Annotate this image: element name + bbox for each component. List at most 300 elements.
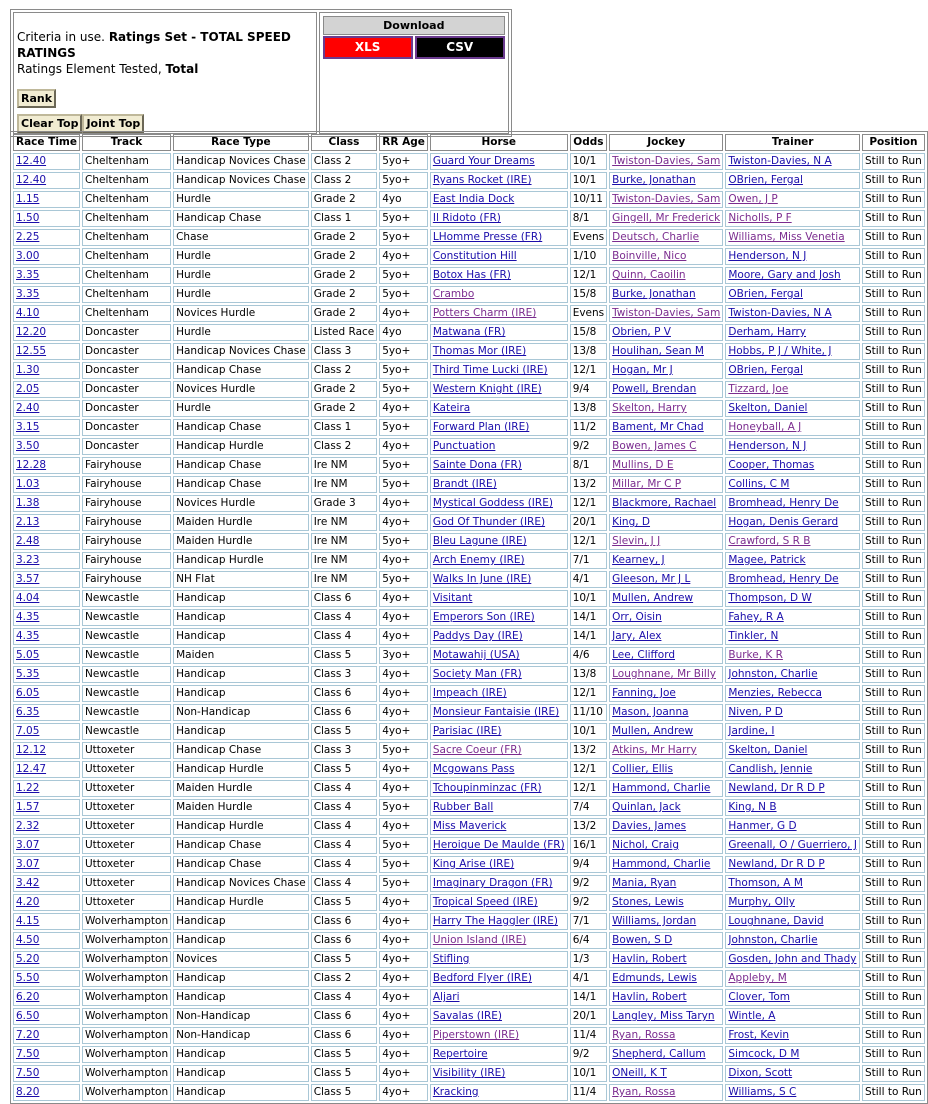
table-cell — [725, 210, 860, 227]
race-time-link[interactable]: 12.12 — [16, 744, 47, 756]
horse-link[interactable]: Il Ridoto (FR) — [432, 212, 501, 224]
table-cell: Class 5 — [311, 1065, 378, 1082]
race-time-link[interactable]: 6.20 — [16, 991, 40, 1003]
xls-download-button[interactable]: XLS — [323, 36, 413, 59]
race-time-link[interactable]: 2.25 — [16, 231, 40, 243]
table-cell: 20/1 — [570, 514, 607, 531]
jockey-link[interactable]: Langley, Miss Taryn — [612, 1010, 715, 1022]
horse-link[interactable]: Miss Maverick — [432, 820, 507, 832]
table-cell: 5yo+ — [379, 153, 428, 170]
table-cell — [725, 153, 860, 170]
race-time-link[interactable]: 3.23 — [16, 554, 40, 566]
table-cell — [725, 457, 860, 474]
trainer-link[interactable]: Appleby, M — [728, 972, 787, 984]
race-time-link[interactable]: 6.35 — [16, 706, 40, 718]
table-row — [13, 647, 925, 664]
table-cell — [725, 400, 860, 417]
jockey-link[interactable]: Slevin, J J — [612, 535, 661, 547]
trainer-link[interactable]: Thompson, D W — [728, 592, 812, 604]
jockey-link[interactable]: Mullen, Andrew — [612, 725, 694, 737]
race-time-link[interactable]: 12.20 — [16, 326, 47, 338]
table-cell: 4yo+ — [379, 894, 428, 911]
table-cell: Wolverhampton — [82, 1084, 171, 1101]
table-cell: Still to Run — [862, 704, 925, 721]
race-time-link[interactable]: 4.35 — [16, 630, 40, 642]
horse-link[interactable]: Matwana (FR) — [432, 326, 506, 338]
jockey-link[interactable]: Havlin, Robert — [612, 991, 687, 1003]
table-cell — [430, 495, 568, 512]
table-cell: 4yo+ — [379, 514, 428, 531]
jockey-link[interactable]: Boinville, Nico — [612, 250, 687, 262]
trainer-link[interactable]: Newland, Dr R D P — [728, 782, 825, 794]
horse-link[interactable]: Heroique De Maulde (FR) — [432, 839, 565, 851]
jockey-link[interactable]: Orr, Oisin — [612, 611, 662, 623]
horse-link[interactable]: Imaginary Dragon (FR) — [432, 877, 553, 889]
table-cell: Still to Run — [862, 913, 925, 930]
trainer-link[interactable]: Wintle, A — [728, 1010, 776, 1022]
jockey-link[interactable]: ONeill, K T — [612, 1067, 667, 1079]
table-cell — [430, 1084, 568, 1101]
race-time-link[interactable]: 1.03 — [16, 478, 40, 490]
race-time-link[interactable]: 8.20 — [16, 1086, 40, 1098]
jockey-link[interactable]: Twiston-Davies, Sam — [612, 193, 721, 205]
trainer-link[interactable]: Dixon, Scott — [728, 1067, 793, 1079]
trainer-link[interactable]: Clover, Tom — [728, 991, 790, 1003]
jockey-link[interactable]: Mania, Ryan — [612, 877, 677, 889]
table-cell — [725, 1027, 860, 1044]
table-cell — [430, 267, 568, 284]
table-cell: Still to Run — [862, 343, 925, 360]
table-cell: Uttoxeter — [82, 742, 171, 759]
race-time-link[interactable]: 2.05 — [16, 383, 40, 395]
column-header: Horse — [430, 134, 568, 151]
race-time-link[interactable]: 2.32 — [16, 820, 40, 832]
table-cell — [430, 229, 568, 246]
race-time-link[interactable]: 12.28 — [16, 459, 47, 471]
race-time-link[interactable]: 5.35 — [16, 668, 40, 680]
trainer-link[interactable]: Williams, Miss Venetia — [728, 231, 845, 243]
race-time-link[interactable]: 1.38 — [16, 497, 40, 509]
jockey-link[interactable]: Stones, Lewis — [612, 896, 684, 908]
column-header: Class — [311, 134, 378, 151]
table-cell — [430, 628, 568, 645]
horse-link[interactable]: Paddys Day (IRE) — [432, 630, 523, 642]
table-cell: 4/1 — [570, 571, 607, 588]
horse-link[interactable]: Parisiac (IRE) — [432, 725, 502, 737]
table-cell: Doncaster — [82, 324, 171, 341]
rank-button[interactable]: Rank — [17, 89, 56, 108]
horse-link[interactable]: Aljari — [432, 991, 460, 1003]
race-time-link[interactable]: 7.05 — [16, 725, 40, 737]
table-cell — [13, 723, 80, 740]
trainer-link[interactable]: Greenall, O / Guerriero, J — [728, 839, 857, 851]
horse-link[interactable]: Ryans Rocket (IRE) — [432, 174, 532, 186]
table-cell: 4yo+ — [379, 628, 428, 645]
race-time-link[interactable]: 12.55 — [16, 345, 47, 357]
jockey-link[interactable]: Millar, Mr C P — [612, 478, 682, 490]
horse-link[interactable]: Arch Enemy (IRE) — [432, 554, 525, 566]
table-cell: Still to Run — [862, 837, 925, 854]
race-time-link[interactable]: 4.10 — [16, 307, 40, 319]
jockey-link[interactable]: Jary, Alex — [612, 630, 662, 642]
horse-link[interactable]: Monsieur Fantaisie (IRE) — [432, 706, 560, 718]
trainer-link[interactable]: Tinkler, N — [728, 630, 779, 642]
jockey-link[interactable]: Williams, Jordan — [612, 915, 697, 927]
trainer-link[interactable]: Henderson, N J — [728, 440, 807, 452]
table-cell: Class 5 — [311, 761, 378, 778]
jockey-link[interactable]: King, D — [612, 516, 651, 528]
trainer-link[interactable]: Derham, Harry — [728, 326, 807, 338]
table-cell — [430, 191, 568, 208]
table-cell — [609, 552, 723, 569]
horse-link[interactable]: East India Dock — [432, 193, 515, 205]
table-cell: Handicap Hurdle — [173, 761, 309, 778]
horse-link[interactable]: Bleu Lagune (IRE) — [432, 535, 527, 547]
table-row — [13, 419, 925, 436]
horse-link[interactable]: Union Island (IRE) — [432, 934, 527, 946]
table-cell: 4yo+ — [379, 248, 428, 265]
trainer-link[interactable]: Magee, Patrick — [728, 554, 806, 566]
table-cell — [609, 419, 723, 436]
trainer-link[interactable]: Gosden, John and Thady — [728, 953, 857, 965]
trainer-link[interactable]: OBrien, Fergal — [728, 174, 803, 186]
table-row — [13, 837, 925, 854]
trainer-link[interactable]: King, N B — [728, 801, 777, 813]
race-time-link[interactable]: 3.35 — [16, 288, 40, 300]
race-time-link[interactable]: 2.48 — [16, 535, 40, 547]
race-time-link[interactable]: 4.35 — [16, 611, 40, 623]
jockey-link[interactable]: Powell, Brendan — [612, 383, 697, 395]
trainer-link[interactable]: Moore, Gary and Josh — [728, 269, 841, 281]
trainer-link[interactable]: Bromhead, Henry De — [728, 497, 839, 509]
table-cell: 5yo+ — [379, 362, 428, 379]
jockey-link[interactable]: Kearney, J — [612, 554, 665, 566]
race-time-link[interactable]: 3.57 — [16, 573, 40, 585]
table-cell: NH Flat — [173, 571, 309, 588]
race-time-link[interactable]: 2.13 — [16, 516, 40, 528]
race-time-link[interactable]: 12.47 — [16, 763, 47, 775]
jockey-link[interactable]: Bowen, James C — [612, 440, 697, 452]
trainer-link[interactable]: Twiston-Davies, N A — [728, 155, 832, 167]
horse-link[interactable]: Mcgowans Pass — [432, 763, 515, 775]
race-time-link[interactable]: 4.04 — [16, 592, 40, 604]
jockey-link[interactable]: Lee, Clifford — [612, 649, 676, 661]
table-cell: Ire NM — [311, 571, 378, 588]
jockey-link[interactable]: Havlin, Robert — [612, 953, 687, 965]
jockey-link[interactable]: Bowen, S D — [612, 934, 673, 946]
table-cell — [725, 514, 860, 531]
race-time-link[interactable]: 3.42 — [16, 877, 40, 889]
jockey-link[interactable]: Nichol, Craig — [612, 839, 680, 851]
table-cell — [430, 970, 568, 987]
race-time-link[interactable]: 6.05 — [16, 687, 40, 699]
jockey-link[interactable]: Skelton, Harry — [612, 402, 687, 414]
table-cell: 4yo+ — [379, 932, 428, 949]
jockey-link[interactable]: Gingell, Mr Frederick — [612, 212, 721, 224]
table-cell: 5yo+ — [379, 837, 428, 854]
jockey-link[interactable]: Hammond, Charlie — [612, 782, 711, 794]
jockey-link[interactable]: Gleeson, Mr J L — [612, 573, 691, 585]
trainer-link[interactable]: Henderson, N J — [728, 250, 807, 262]
table-cell: 1/3 — [570, 951, 607, 968]
race-time-link[interactable]: 3.15 — [16, 421, 40, 433]
jockey-link[interactable]: Burke, Jonathan — [612, 174, 696, 186]
trainer-link[interactable]: Honeyball, A J — [728, 421, 802, 433]
joint-top-button[interactable]: Joint Top — [82, 114, 144, 133]
table-row — [13, 666, 925, 683]
horse-link[interactable]: Forward Plan (IRE) — [432, 421, 530, 433]
table-cell — [725, 913, 860, 930]
table-cell — [430, 514, 568, 531]
table-cell — [430, 153, 568, 170]
jockey-link[interactable]: Quinn, Caoilin — [612, 269, 686, 281]
table-cell: 4yo+ — [379, 723, 428, 740]
jockey-link[interactable]: Atkins, Mr Harry — [612, 744, 697, 756]
table-cell — [609, 286, 723, 303]
jockey-link[interactable]: Bament, Mr Chad — [612, 421, 704, 433]
race-time-link[interactable]: 1.57 — [16, 801, 40, 813]
race-time-link[interactable]: 3.50 — [16, 440, 40, 452]
jockey-link[interactable]: Shepherd, Callum — [612, 1048, 706, 1060]
trainer-link[interactable]: Owen, J P — [728, 193, 778, 205]
horse-link[interactable]: Tropical Speed (IRE) — [432, 896, 538, 908]
horse-link[interactable]: Crambo — [432, 288, 475, 300]
jockey-link[interactable]: Edmunds, Lewis — [612, 972, 697, 984]
horse-link[interactable]: Society Man (FR) — [432, 668, 522, 680]
jockey-link[interactable]: Loughnane, Mr Billy — [612, 668, 716, 680]
table-cell: 12/1 — [570, 267, 607, 284]
horse-link[interactable]: Rubber Ball — [432, 801, 494, 813]
table-cell: Ire NM — [311, 476, 378, 493]
table-cell: Newcastle — [82, 628, 171, 645]
jockey-link[interactable]: Quinlan, Jack — [612, 801, 681, 813]
table-cell: Still to Run — [862, 742, 925, 759]
horse-link[interactable]: Harry The Haggler (IRE) — [432, 915, 558, 927]
table-cell — [13, 1008, 80, 1025]
table-cell: Still to Run — [862, 647, 925, 664]
table-cell — [13, 343, 80, 360]
table-cell — [13, 495, 80, 512]
trainer-link[interactable]: Jardine, I — [728, 725, 775, 737]
trainer-link[interactable]: Frost, Kevin — [728, 1029, 790, 1041]
race-time-link[interactable]: 12.40 — [16, 174, 47, 186]
trainer-link[interactable]: Williams, S C — [728, 1086, 797, 1098]
horse-link[interactable]: Motawahij (USA) — [432, 649, 520, 661]
jockey-link[interactable]: Hammond, Charlie — [612, 858, 711, 870]
results-table — [10, 131, 928, 1104]
trainer-link[interactable]: Hogan, Denis Gerard — [728, 516, 839, 528]
trainer-link[interactable]: Thomson, A M — [728, 877, 803, 889]
trainer-link[interactable]: Johnston, Charlie — [728, 668, 818, 680]
race-time-link[interactable]: 1.22 — [16, 782, 40, 794]
table-row — [13, 286, 925, 303]
jockey-link[interactable]: Houlihan, Sean M — [612, 345, 704, 357]
table-row — [13, 932, 925, 949]
horse-link[interactable]: Mystical Goddess (IRE) — [432, 497, 553, 509]
trainer-link[interactable]: Fahey, R A — [728, 611, 784, 623]
horse-link[interactable]: Thomas Mor (IRE) — [432, 345, 527, 357]
horse-link[interactable]: Impeach (IRE) — [432, 687, 507, 699]
race-time-link[interactable]: 7.50 — [16, 1048, 40, 1060]
trainer-link[interactable]: Skelton, Daniel — [728, 402, 808, 414]
table-cell: Still to Run — [862, 932, 925, 949]
race-time-link[interactable]: 12.40 — [16, 155, 47, 167]
table-cell: Grade 2 — [311, 267, 378, 284]
trainer-link[interactable]: OBrien, Fergal — [728, 288, 803, 300]
race-time-link[interactable]: 7.20 — [16, 1029, 40, 1041]
race-time-link[interactable]: 3.00 — [16, 250, 40, 262]
trainer-link[interactable]: Murphy, Olly — [728, 896, 795, 908]
trainer-link[interactable]: Hanmer, G D — [728, 820, 797, 832]
table-cell: Handicap — [173, 666, 309, 683]
race-time-link[interactable]: 5.20 — [16, 953, 40, 965]
trainer-link[interactable]: Johnston, Charlie — [728, 934, 818, 946]
horse-link[interactable]: Visibility (IRE) — [432, 1067, 506, 1079]
table-cell: Still to Run — [862, 362, 925, 379]
race-time-link[interactable]: 3.07 — [16, 839, 40, 851]
table-cell: Hurdle — [173, 267, 309, 284]
table-cell: 5yo+ — [379, 457, 428, 474]
horse-link[interactable]: Piperstown (IRE) — [432, 1029, 520, 1041]
trainer-link[interactable]: Newland, Dr R D P — [728, 858, 825, 870]
jockey-link[interactable]: Blackmore, Rachael — [612, 497, 717, 509]
race-time-link[interactable]: 7.50 — [16, 1067, 40, 1079]
table-cell — [725, 286, 860, 303]
horse-link[interactable]: Constitution Hill — [432, 250, 517, 262]
table-cell: Grade 2 — [311, 191, 378, 208]
trainer-link[interactable]: Hobbs, P J / White, J — [728, 345, 832, 357]
trainer-link[interactable]: Cooper, Thomas — [728, 459, 815, 471]
horse-link[interactable]: Sainte Dona (FR) — [432, 459, 522, 471]
table-cell: Still to Run — [862, 324, 925, 341]
table-cell — [430, 400, 568, 417]
table-cell — [609, 875, 723, 892]
horse-link[interactable]: Emperors Son (IRE) — [432, 611, 535, 623]
horse-link[interactable]: King Arise (IRE) — [432, 858, 515, 870]
jockey-link[interactable]: Mullins, D E — [612, 459, 674, 471]
trainer-link[interactable]: Niven, P D — [728, 706, 783, 718]
jockey-link[interactable]: Collier, Ellis — [612, 763, 673, 775]
race-time-link[interactable]: 2.40 — [16, 402, 40, 414]
horse-link[interactable]: Stifling — [432, 953, 470, 965]
horse-link[interactable]: Botox Has (FR) — [432, 269, 511, 281]
horse-link[interactable]: Kateira — [432, 402, 471, 414]
race-time-link[interactable]: 1.15 — [16, 193, 40, 205]
horse-link[interactable]: LHomme Presse (FR) — [432, 231, 543, 243]
table-cell: Still to Run — [862, 381, 925, 398]
table-cell: Handicap — [173, 590, 309, 607]
horse-link[interactable]: Kracking — [432, 1086, 479, 1098]
jockey-link[interactable]: Fanning, Joe — [612, 687, 676, 699]
race-time-link[interactable]: 1.30 — [16, 364, 40, 376]
horse-link[interactable]: Western Knight (IRE) — [432, 383, 542, 395]
horse-link[interactable]: Walks In June (IRE) — [432, 573, 532, 585]
trainer-link[interactable]: Skelton, Daniel — [728, 744, 808, 756]
table-cell — [430, 951, 568, 968]
race-time-link[interactable]: 4.50 — [16, 934, 40, 946]
table-cell: Cheltenham — [82, 172, 171, 189]
table-cell: Still to Run — [862, 476, 925, 493]
trainer-link[interactable]: Simcock, D M — [728, 1048, 800, 1060]
trainer-link[interactable]: Burke, K R — [728, 649, 783, 661]
horse-link[interactable]: Third Time Lucki (IRE) — [432, 364, 548, 376]
clear-top-button[interactable]: Clear Top — [17, 114, 82, 133]
horse-link[interactable]: Savalas (IRE) — [432, 1010, 502, 1022]
table-cell — [430, 742, 568, 759]
race-time-link[interactable]: 1.50 — [16, 212, 40, 224]
table-cell — [13, 248, 80, 265]
table-cell — [13, 742, 80, 759]
race-time-link[interactable]: 5.05 — [16, 649, 40, 661]
trainer-link[interactable]: Candlish, Jennie — [728, 763, 813, 775]
race-time-link[interactable]: 3.07 — [16, 858, 40, 870]
table-cell: Wolverhampton — [82, 913, 171, 930]
table-cell: 15/8 — [570, 324, 607, 341]
jockey-link[interactable]: Mullen, Andrew — [612, 592, 694, 604]
jockey-link[interactable]: Ryan, Rossa — [612, 1086, 676, 1098]
trainer-link[interactable]: Crawford, S R B — [728, 535, 811, 547]
table-cell: 16/1 — [570, 837, 607, 854]
column-header: Jockey — [609, 134, 723, 151]
trainer-link[interactable]: Menzies, Rebecca — [728, 687, 822, 699]
race-time-link[interactable]: 4.15 — [16, 915, 40, 927]
table-cell: Still to Run — [862, 457, 925, 474]
trainer-link[interactable]: Collins, C M — [728, 478, 790, 490]
horse-link[interactable]: Bedford Flyer (IRE) — [432, 972, 532, 984]
download-title: Download — [323, 16, 505, 35]
jockey-link[interactable]: Burke, Jonathan — [612, 288, 696, 300]
jockey-link[interactable]: Ryan, Rossa — [612, 1029, 676, 1041]
table-cell: 5yo+ — [379, 229, 428, 246]
jockey-link[interactable]: Obrien, P V — [612, 326, 671, 338]
jockey-link[interactable]: Twiston-Davies, Sam — [612, 307, 721, 319]
horse-link[interactable]: God Of Thunder (IRE) — [432, 516, 546, 528]
trainer-link[interactable]: Loughnane, David — [728, 915, 824, 927]
trainer-link[interactable]: OBrien, Fergal — [728, 364, 803, 376]
csv-download-button[interactable]: CSV — [415, 36, 505, 59]
trainer-link[interactable]: Tizzard, Joe — [728, 383, 789, 395]
race-time-link[interactable]: 3.35 — [16, 269, 40, 281]
jockey-link[interactable]: Hogan, Mr J — [612, 364, 673, 376]
table-cell: Fairyhouse — [82, 476, 171, 493]
table-cell: Still to Run — [862, 590, 925, 607]
table-cell — [430, 723, 568, 740]
horse-link[interactable]: Guard Your Dreams — [432, 155, 535, 167]
race-time-link[interactable]: 4.20 — [16, 896, 40, 908]
race-time-link[interactable]: 5.50 — [16, 972, 40, 984]
trainer-link[interactable]: Bromhead, Henry De — [728, 573, 839, 585]
table-cell — [725, 343, 860, 360]
horse-link[interactable]: Potters Charm (IRE) — [432, 307, 537, 319]
table-row — [13, 723, 925, 740]
jockey-link[interactable]: Deutsch, Charlie — [612, 231, 700, 243]
table-row — [13, 742, 925, 759]
horse-link[interactable]: Tchoupinminzac (FR) — [432, 782, 542, 794]
horse-link[interactable]: Visitant — [432, 592, 473, 604]
jockey-link[interactable]: Twiston-Davies, Sam — [612, 155, 721, 167]
race-time-link[interactable]: 6.50 — [16, 1010, 40, 1022]
trainer-link[interactable]: Twiston-Davies, N A — [728, 307, 832, 319]
table-cell: 5yo+ — [379, 267, 428, 284]
jockey-link[interactable]: Mason, Joanna — [612, 706, 689, 718]
horse-link[interactable]: Sacre Coeur (FR) — [432, 744, 522, 756]
trainer-link[interactable]: Nicholls, P F — [728, 212, 792, 224]
horse-link[interactable]: Brandt (IRE) — [432, 478, 497, 490]
horse-link[interactable]: Punctuation — [432, 440, 496, 452]
table-cell: Wolverhampton — [82, 970, 171, 987]
horse-link[interactable]: Repertoire — [432, 1048, 488, 1060]
jockey-link[interactable]: Davies, James — [612, 820, 687, 832]
